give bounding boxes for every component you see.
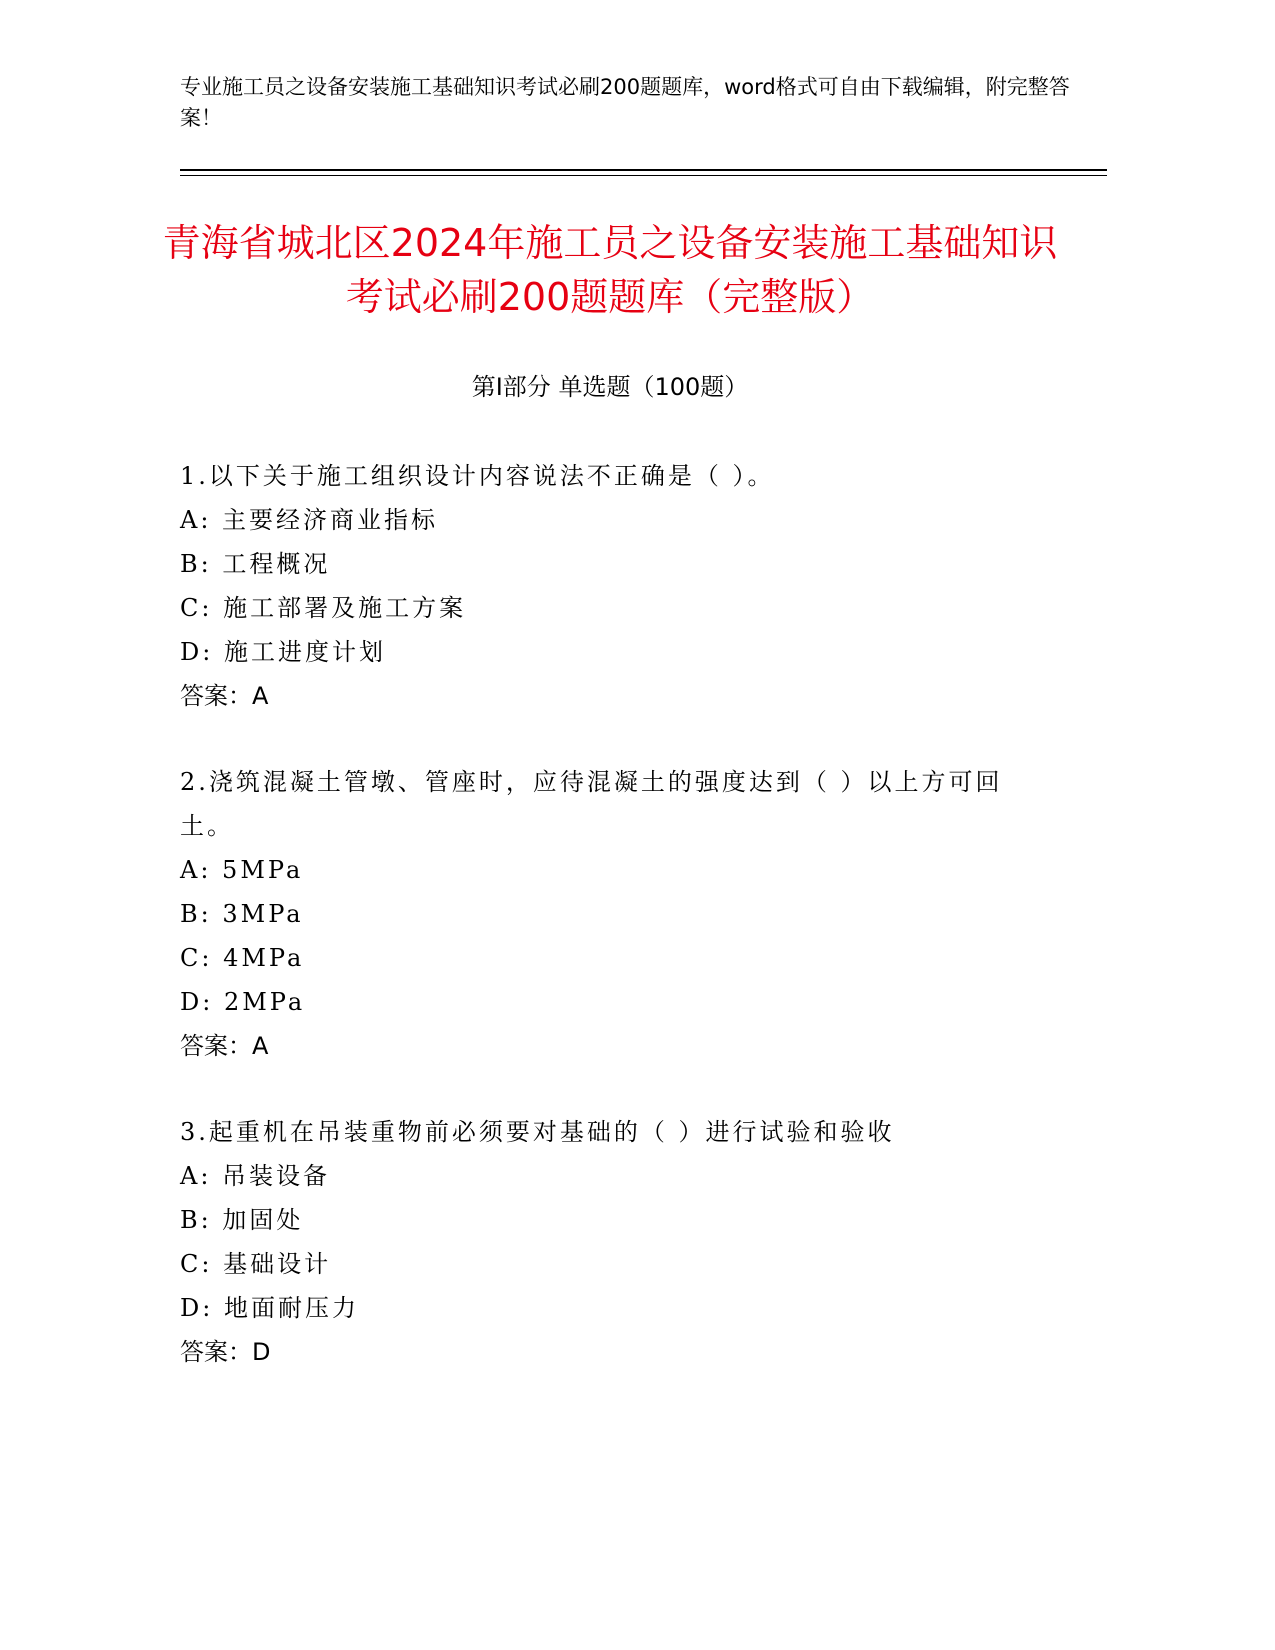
answer: 答案：A: [180, 682, 269, 710]
question-3: [180, 1110, 1050, 1374]
header-rule-thin: [180, 175, 1107, 176]
option-c: C: 基础设计: [180, 1250, 332, 1278]
option-b: B: 加固处: [180, 1206, 304, 1234]
question-text: 2.浇筑混凝土管墩、管座时，应待混凝土的强度达到（ ）以上方可回土。: [180, 768, 1003, 840]
option-d: D: 地面耐压力: [180, 1294, 359, 1322]
header-note: 专业施工员之设备安装施工基础知识考试必刷200题题库，word格式可自由下载编辑，附完整答案！: [180, 75, 1070, 130]
option-a: A: 主要经济商业指标: [180, 506, 439, 534]
section-title: 第Ⅰ部分 单选题（100题）: [471, 373, 749, 401]
option-b: B: 工程概况: [180, 550, 331, 578]
option-a: A: 5MPa: [180, 856, 304, 884]
question-list: [180, 454, 1050, 1416]
option-d: D: 2MPa: [180, 988, 306, 1016]
question-1: [180, 454, 1050, 718]
answer: 答案：A: [180, 1032, 269, 1060]
option-a: A: 吊装设备: [180, 1162, 331, 1190]
question-2: [180, 760, 1050, 1068]
option-list: [180, 498, 1050, 674]
option-list: [180, 1154, 1050, 1330]
option-list: [180, 848, 1050, 1024]
question-text: 1.以下关于施工组织设计内容说法不正确是（ ）。: [180, 462, 775, 490]
option-c: C: 施工部署及施工方案: [180, 594, 467, 622]
option-c: C: 4MPa: [180, 944, 305, 972]
document-title: 青海省城北区2024年施工员之设备安装施工基础知识考试必刷200题题库（完整版）: [162, 221, 1058, 319]
header-rule-thick: [180, 169, 1107, 171]
question-text: 3.起重机在吊装重物前必须要对基础的（ ）进行试验和验收: [180, 1118, 895, 1146]
answer: 答案：D: [180, 1338, 271, 1366]
option-d: D: 施工进度计划: [180, 638, 386, 666]
option-b: B: 3MPa: [180, 900, 304, 928]
